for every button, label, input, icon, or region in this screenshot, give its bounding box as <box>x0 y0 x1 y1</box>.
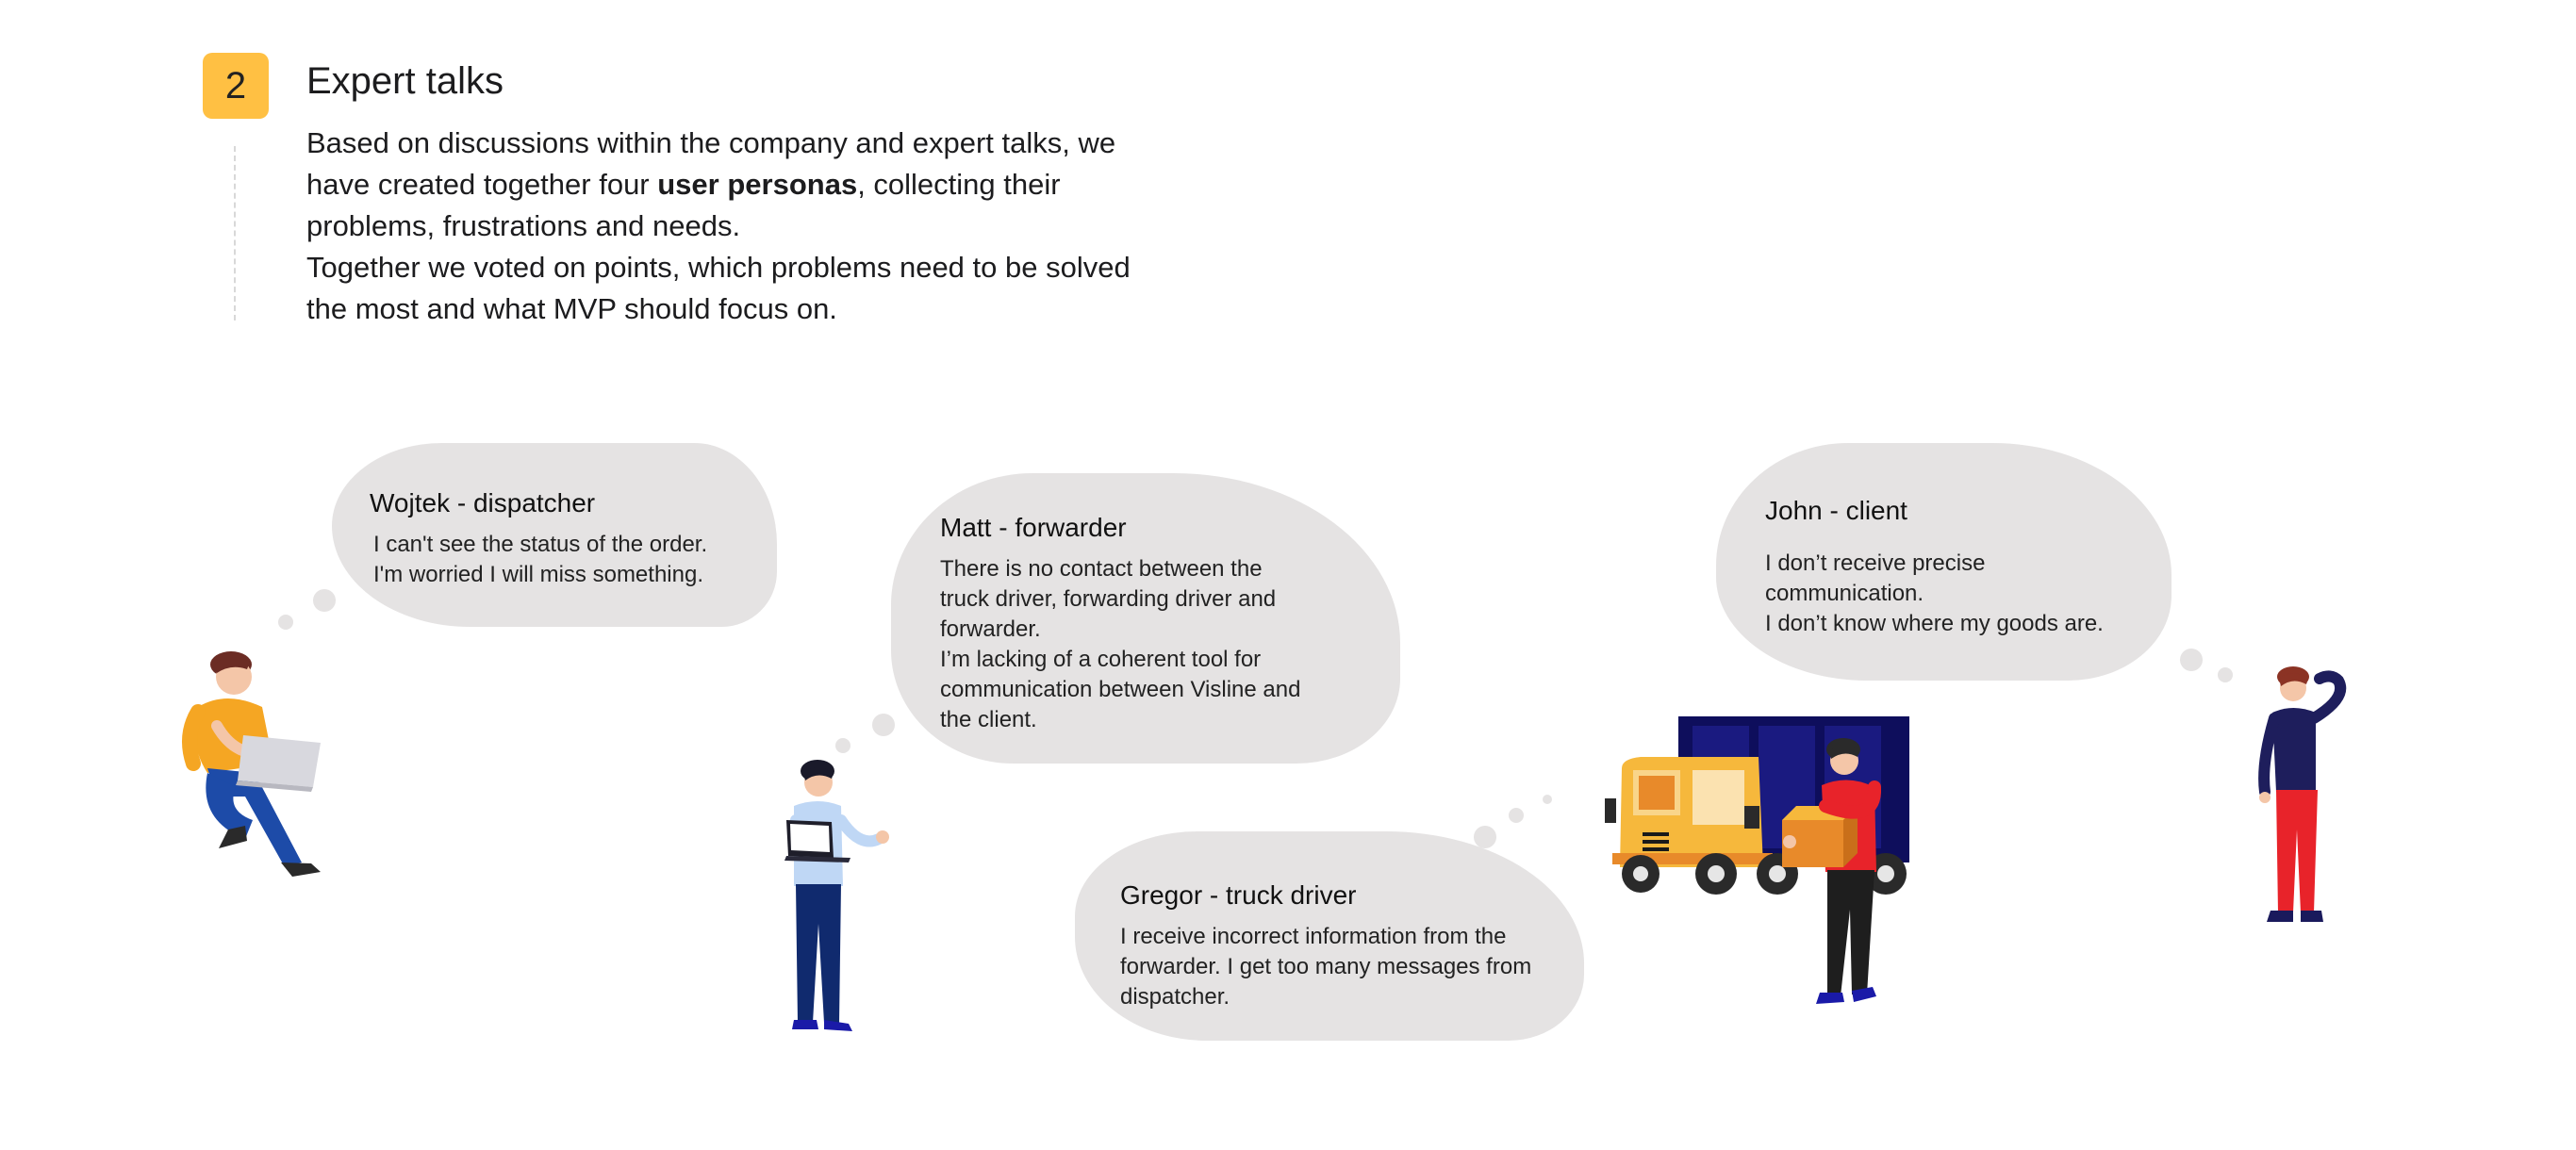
persona-quote-line: I receive incorrect information from the <box>1120 924 1507 949</box>
matt-speech-bubble <box>891 473 1400 764</box>
persona-quote-line: forwarder. <box>940 616 1041 642</box>
thought-dot <box>835 738 850 753</box>
persona-quote-line: I don’t know where my goods are. <box>1765 611 2104 636</box>
persona-quote-line: truck driver, forwarding driver and <box>940 586 1277 612</box>
thought-dot <box>1474 826 1496 848</box>
persona-quote-line: communication. <box>1765 581 1924 606</box>
description-line: problems, frustrations and needs. <box>306 209 741 242</box>
thought-dot <box>2180 649 2203 671</box>
thought-dot <box>2218 667 2233 682</box>
persona-name: Gregor - truck driver <box>1120 880 1357 910</box>
persona-quote-line: I’m lacking of a coherent tool for <box>940 647 1262 672</box>
client-illustration <box>2244 660 2357 943</box>
persona-quote-line: the client. <box>940 707 1037 732</box>
wojtek-speech-bubble <box>332 443 777 627</box>
thought-dot <box>278 615 293 630</box>
dispatcher-illustration <box>179 632 358 924</box>
persona-quote-line: communication between Visline and <box>940 677 1301 702</box>
section-title: Expert talks <box>306 60 504 102</box>
description-line: Together we voted on points, which problems need to be solved <box>306 251 1131 284</box>
persona-quote-line: There is no contact between the <box>940 556 1263 582</box>
user-personas-emphasis: user personas <box>657 168 858 201</box>
persona-name: John - client <box>1765 496 1907 525</box>
persona-quote-line: I can't see the status of the order. <box>373 532 708 557</box>
forwarder-illustration <box>766 754 898 1037</box>
thought-dot <box>313 589 336 612</box>
description-line: have created together four user personas, collecting their <box>306 168 1061 201</box>
persona-name: Matt - forwarder <box>940 513 1127 542</box>
step-dashed-line <box>234 146 236 320</box>
thought-dot <box>872 714 895 736</box>
description-line: the most and what MVP should focus on. <box>306 292 837 325</box>
section-description <box>306 123 1230 330</box>
persona-quote-line: forwarder. I get too many messages from <box>1120 954 1532 979</box>
john-speech-bubble <box>1716 443 2171 681</box>
step-number-badge: 2 <box>203 53 269 119</box>
gregor-speech-bubble <box>1075 831 1584 1041</box>
persona-name: Wojtek - dispatcher <box>370 488 596 518</box>
thought-dot <box>1543 795 1552 804</box>
thought-dot <box>1509 808 1524 823</box>
persona-quote-line: I'm worried I will miss something. <box>373 562 703 587</box>
truck-driver-illustration <box>1773 731 1924 1013</box>
persona-quote-line: I don’t receive precise <box>1765 550 1986 576</box>
description-line: Based on discussions within the company and expert talks, we <box>306 126 1116 159</box>
persona-quote-line: dispatcher. <box>1120 984 1230 1010</box>
